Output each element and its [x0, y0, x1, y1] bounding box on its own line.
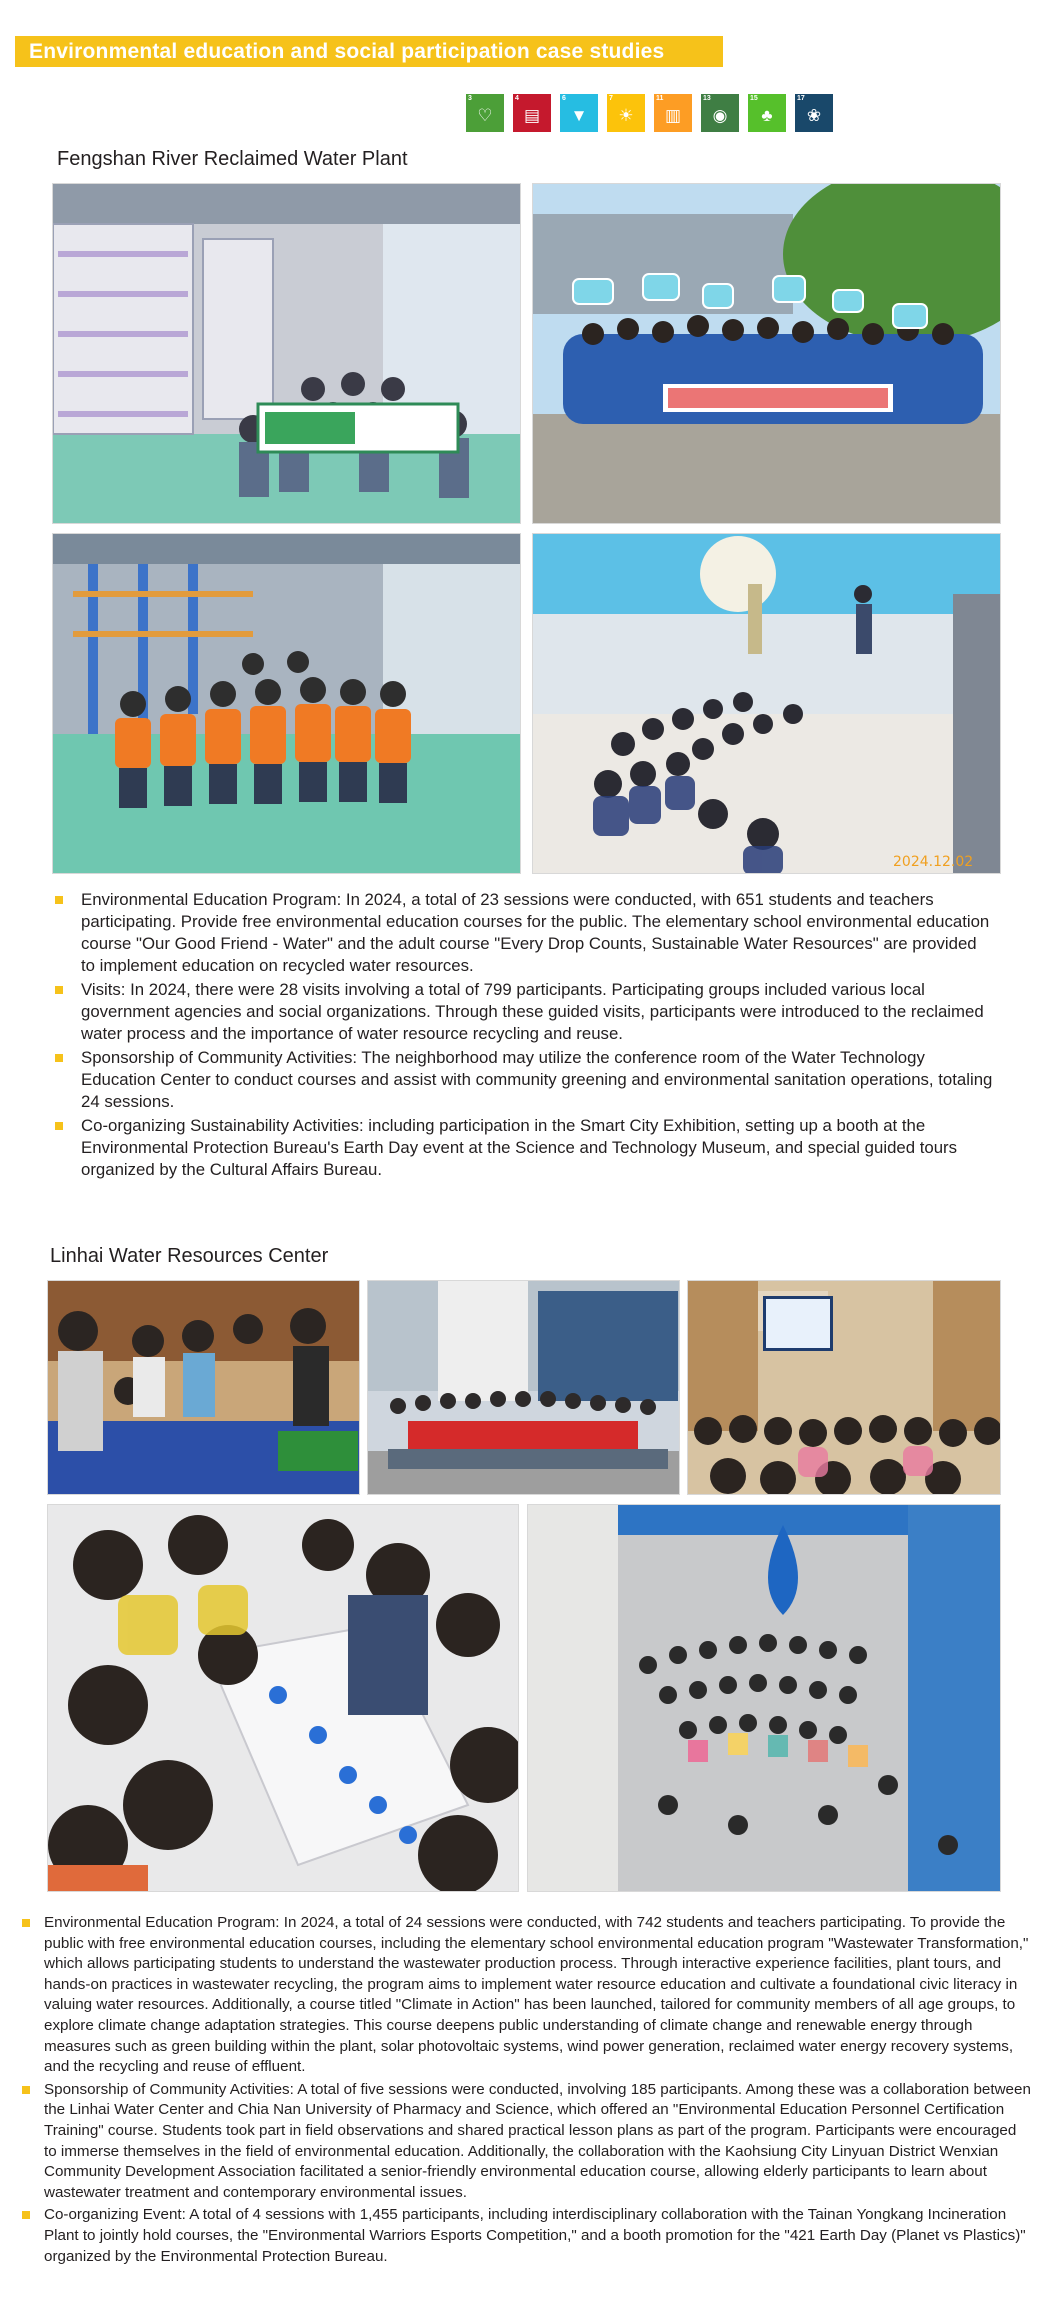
- fengshan-bullet-list: [55, 889, 995, 1183]
- sdg-number: 3: [468, 95, 472, 102]
- bullet-text: Sponsorship of Community Activities: The neighborhood may utilize the conference room of the Water Technology Education Center to conduct courses and assist with community greening and environmental sanitation operations, totaling 24 sessions.: [81, 1048, 993, 1111]
- book-icon: ▤: [523, 106, 541, 125]
- fengshan-bullet-item: [55, 979, 995, 1045]
- sdg-number: 13: [703, 95, 711, 102]
- photo-date-stamp: 2024.12.02: [893, 854, 974, 870]
- bullet-text: Environmental Education Program: In 2024, a total of 24 sessions were conducted, with 742 students and teachers participating. To provide the public with free environmental education courses, including the elementary school environmental education program "Wastewater Transformation," which allows participating students to understand the wastewater production process. Through interactive experience facilities, plant tours, and hands-on practices in wastewater recycling, the program aims to implement water resource education and cultivate a foundational civic literacy in valuing water resources. Additionally, a course titled "Climate in Action" has been launched, tailored for community members of all age groups, to explore climate change adaptation strategies. This course deepens public understanding of climate change and renewable energy through measures such as green building within the plant, solar photovoltaic systems, wind power generation, reclaimed water energy recovery systems, and the recycling and reuse of effluent.: [44, 1914, 1029, 2076]
- tree-bird-icon: ♣: [761, 106, 773, 125]
- sun-icon: ☀: [618, 106, 634, 125]
- photo-children-seated-hall: [532, 533, 1001, 874]
- section-banner: Environmental education and social participation case studies: [15, 36, 723, 67]
- sdg-11-badge: [654, 94, 692, 132]
- fengshan-bullet-item: [55, 889, 995, 977]
- eye-globe-icon: ◉: [712, 106, 728, 125]
- sdg-number: 7: [609, 95, 613, 102]
- bullet-text: Co-organizing Event: A total of 4 sessions with 1,455 participants, including interdisciplinary collaboration with the Tainan Yongkang Incineration Plant to jointly hold courses, the "Environmental Warriors Esports Competition," and a booth promotion for the "421 Earth Day (Planet vs Plastics)" organized by the Environmental Protection Bureau.: [44, 2206, 1026, 2265]
- photo-group-red-banner: [367, 1280, 680, 1495]
- bullet-square-icon: [22, 2211, 30, 2219]
- linhai-bullet-item: [22, 2080, 1032, 2204]
- bullet-square-icon: [55, 1122, 63, 1130]
- partnership-ring-icon: ❀: [806, 106, 822, 125]
- sdg-13-badge: [701, 94, 739, 132]
- fengshan-bullet-item: [55, 1115, 995, 1181]
- bullet-square-icon: [22, 2086, 30, 2094]
- sdg-6-badge: [560, 94, 598, 132]
- sdg-number: 15: [750, 95, 758, 102]
- sdg-4-badge: [513, 94, 551, 132]
- sdg-number: 17: [797, 95, 805, 102]
- linhai-bullet-list: [22, 1913, 1032, 2269]
- city-buildings-icon: ▥: [664, 106, 682, 125]
- bullet-text: Co-organizing Sustainability Activities: including participation in the Smart City Exhibition, setting up a booth at the Environmental Protection Bureau's Earth Day event at the Science and Technology Museum, and special guided tours organized by the Cultural Affairs Bureau.: [81, 1116, 958, 1179]
- sdg-3-badge: [466, 94, 504, 132]
- bullet-text: Environmental Education Program: In 2024, a total of 23 sessions were conducted, with 651 students and teachers participating. Provide free environmental education courses for the public. The elementary school environmental education course "Our Good Friend - Water" and the adult course "Every Drop Counts, Sustainable Water Resources" are provided to implement education on recycled water resources.: [81, 890, 990, 975]
- sdg-17-badge: [795, 94, 833, 132]
- water-drop-icon: ▼: [570, 106, 588, 125]
- photo-overhead-crowd-lobby: [527, 1504, 1001, 1892]
- bullet-text: Sponsorship of Community Activities: A total of five sessions were conducted, involving 185 participants. Among these was a collaboration between the Linhai Water Center and Chia Nan University of Pharmacy and Science, which offered an "Environmental Education Personnel Certification Training" course. Students took part in field observations and shared practical lesson plans as part of the program. Participants were encouraged to immerse themselves in the field of environmental education. Additionally, the collaboration with the Kaohsiung City Linyuan District Wenxian Community Development Association facilitated a senior-friendly environmental education course, allowing elderly participants to learn about wastewater treatment and contemporary environmental issues.: [44, 2080, 1031, 2201]
- section-title-linhai: Linhai Water Resources Center: [50, 1245, 329, 1267]
- bullet-text: Visits: In 2024, there were 28 visits involving a total of 799 participants. Participating groups included various local government agencies and social organizations. Through these guided visits, participants were introduced to the reclaimed water process and the importance of water resource recycling and reuse.: [81, 980, 984, 1043]
- photo-classroom-presentation: [687, 1280, 1001, 1495]
- photo-children-orange-shirts: [52, 533, 521, 874]
- bullet-square-icon: [55, 986, 63, 994]
- sdg-number: 11: [656, 95, 664, 102]
- linhai-bullet-item: [22, 2205, 1032, 2267]
- sdg-number: 4: [515, 95, 519, 102]
- sdg-icon-row: [466, 94, 833, 132]
- section-title-fengshan: Fengshan River Reclaimed Water Plant: [57, 148, 408, 170]
- photo-group-banner-pipe-gallery: [52, 183, 521, 524]
- bullet-square-icon: [22, 1919, 30, 1927]
- bullet-square-icon: [55, 896, 63, 904]
- photo-hands-on-table: [47, 1280, 360, 1495]
- linhai-bullet-item: [22, 1913, 1032, 2078]
- photo-children-water-experiment: [47, 1504, 519, 1892]
- fengshan-bullet-item: [55, 1047, 995, 1113]
- photo-students-outdoor-signs: [532, 183, 1001, 524]
- sdg-number: 6: [562, 95, 566, 102]
- sdg-15-badge: [748, 94, 786, 132]
- bullet-square-icon: [55, 1054, 63, 1062]
- heartbeat-icon: ♡: [477, 106, 493, 125]
- sdg-7-badge: [607, 94, 645, 132]
